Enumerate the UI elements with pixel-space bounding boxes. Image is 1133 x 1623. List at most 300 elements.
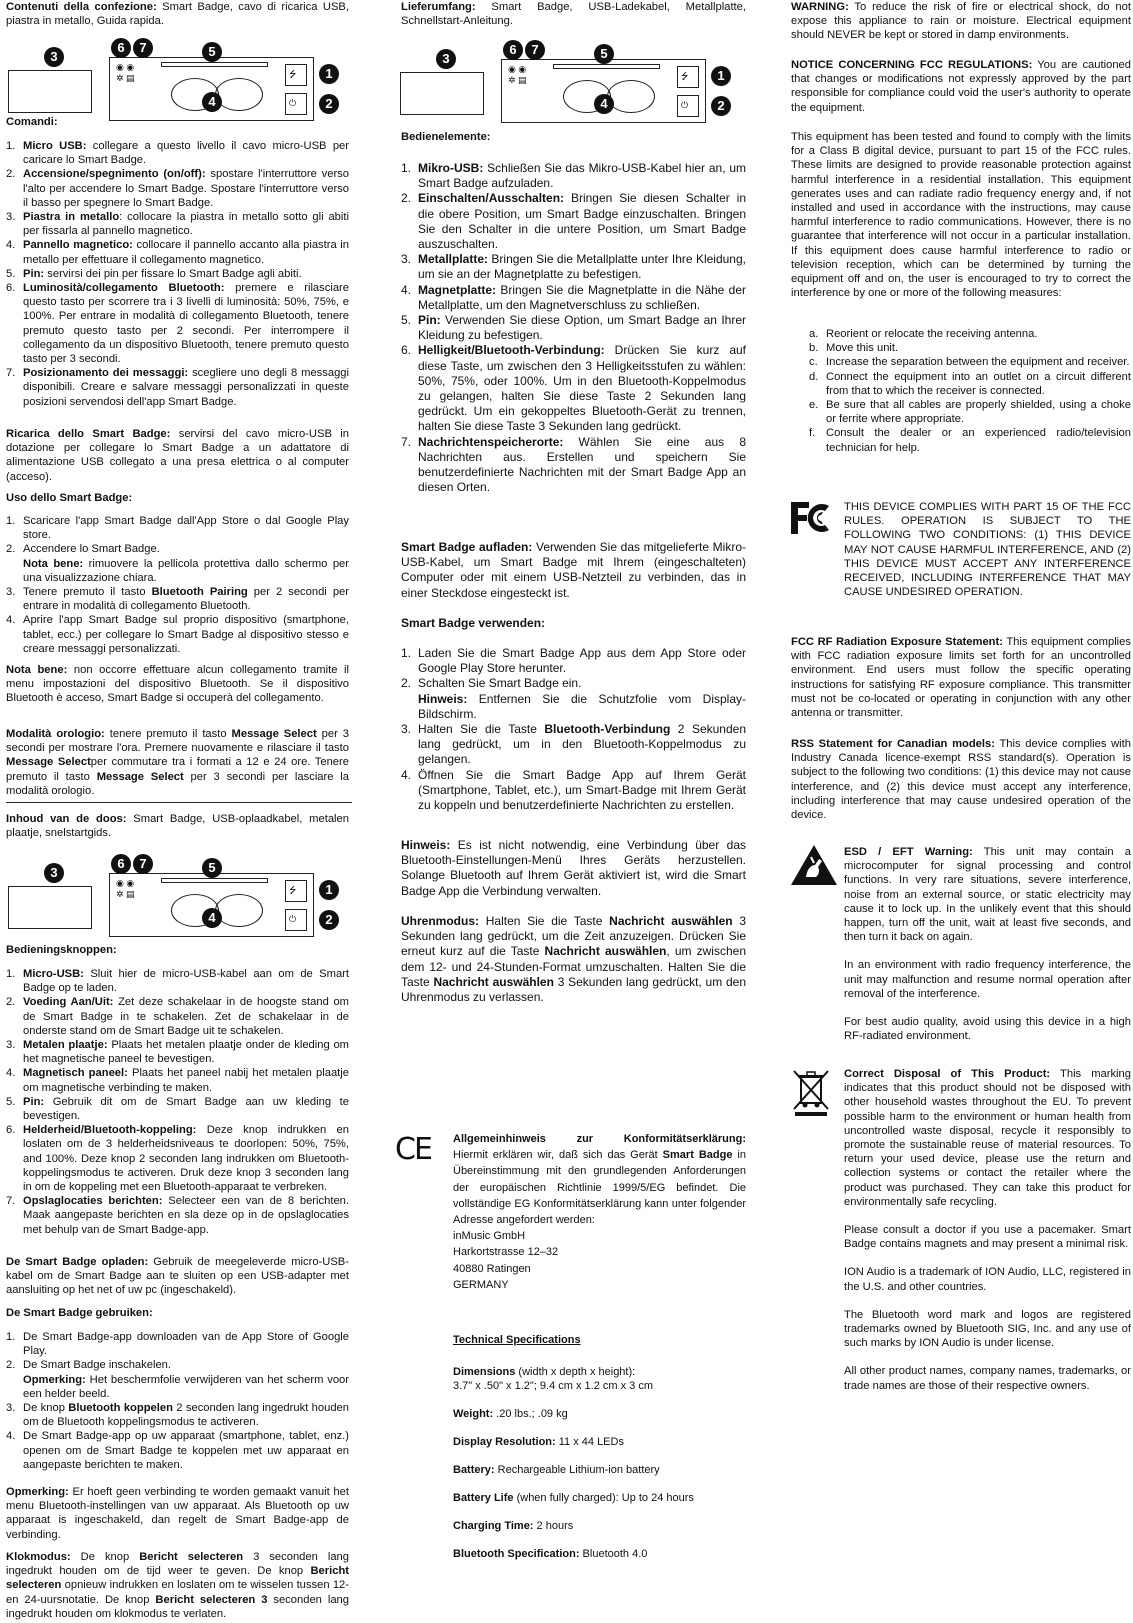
item-label: Micro-USB: — [23, 968, 84, 980]
item-text: spostare l'interruttore verso l'alto per accendere lo Smart Badge. Spostare l'interruttore verso il basso per spegnere lo Smart Badge. — [23, 168, 349, 209]
item-label: Metallplatte: — [418, 252, 489, 267]
clock-text: 3 seconden lang ingedrukt houden om de tijd weer te geven. De knop — [6, 1551, 349, 1578]
spec-label: Weight: — [453, 1408, 494, 1420]
pin — [161, 878, 268, 883]
usb-icon: ⭍ — [289, 885, 297, 895]
it-note-label: Nota bene: — [6, 664, 68, 676]
item-text: Halten Sie die Taste — [418, 722, 545, 737]
spec-value: Rechargeable Lithium-ion battery — [494, 1464, 660, 1476]
item-text: Deze knop indrukken en loslaten om de 3 helderheidsniveaus te doorlopen: 50%, 75%, and 100%. Deze knop 2 seconden lang indrukken om Bluetooth-koppelingsmodus te activeren. Druk deze knop 3 seconden lang in om de koppeling met een Bluetooth-apparaat te verbreken. — [23, 1124, 349, 1194]
de-control-item — [401, 435, 746, 496]
callout-7: 7 — [133, 854, 153, 874]
list-number: 2. — [401, 191, 412, 206]
de-use-item — [401, 646, 746, 676]
spec-item — [453, 1547, 746, 1561]
nl-note-text: Er hoeft geen verbinding te worden gemaakt vanuit het menu Bluetooth-instellingen van uw apparaat. Als Bluetooth op uw apparaat is ingeschakeld, dan regelt de Smart Badge-app de verbinding. — [6, 1486, 349, 1541]
it-control-item — [6, 366, 349, 409]
item-label: Pin: — [418, 313, 441, 328]
item-text: Schalten Sie Smart Badge ein. — [418, 676, 582, 691]
clock-text: per 3 secondi per lasciare la modalità orologio. — [6, 770, 349, 797]
clock-bold: Message Select — [6, 756, 91, 769]
ce-address-line: GERMANY — [453, 1278, 509, 1291]
metal-plate — [8, 886, 92, 929]
spec-value: Up to 24 hours — [618, 1492, 694, 1504]
item-text: Accendere lo Smart Badge. — [23, 543, 160, 556]
measure-item — [809, 327, 1131, 341]
clock-bold: Bericht selecteren — [6, 1565, 349, 1592]
item-label: Magnetisch paneel: — [23, 1067, 128, 1080]
spec-value: .20 lbs.; .09 kg — [493, 1408, 568, 1420]
nl-use-list — [6, 1330, 349, 1472]
item-text: Connect the equipment into an outlet on a circuit different from that to which the receiver is connected. — [826, 370, 1131, 397]
item-note-label: Opmerking: — [23, 1373, 86, 1386]
spec-item — [453, 1365, 746, 1393]
brightness-button-icon: ◉ ◉ — [116, 878, 135, 888]
it-charge — [6, 427, 349, 484]
callout-1: 1 — [319, 64, 339, 84]
ce-mark-icon: CE — [395, 1132, 431, 1167]
clock-bold: Bericht selecteren 3 — [155, 1593, 268, 1606]
list-number: 3. — [6, 211, 16, 224]
list-number: 2. — [401, 676, 412, 691]
list-number: 6. — [6, 282, 16, 295]
measure-item — [809, 426, 1131, 454]
list-number: 5. — [6, 267, 16, 280]
list-number: 1. — [6, 968, 16, 980]
item-text: : collocare la piastra in metallo sotto gli abiti per fissarla al pannello magnetico. — [23, 211, 349, 238]
item-label: Mikro-USB: — [418, 161, 484, 175]
list-letter: c. — [809, 356, 818, 369]
rf-statement — [791, 635, 1131, 720]
item-text: Öffnen Sie die Smart Badge App auf Ihrem Gerät (Smartphone, Tablet, etc.), um Smart-Badge mit Ihrem Gerät zu koppeln und benutzerdefinierte Nachrichten zu erstellen. — [418, 767, 746, 813]
it-control-item — [6, 281, 349, 366]
en-fcc-notice — [791, 58, 1131, 115]
item-label: Nachrichtenspeicherorte: — [418, 434, 564, 449]
list-number: 3. — [6, 586, 16, 599]
list-letter: d. — [809, 370, 819, 383]
metal-plate — [400, 72, 484, 115]
ce-title: Allgemeinhinweis zur Konformitätserklärung: — [453, 1133, 746, 1145]
item-text: premere e rilasciare questo tasto per scorrere tra i 3 livelli di luminosità: 50%, 75%, e 100%. Per entrare in modalità di collegamento Bluetooth, tenere premuto questo tasto per 2 secondi. Per interrompere il collegamento da un dispositivo Bluetooth, tenere premuto questo tasto per 3 secondi. — [23, 282, 350, 366]
message-button-icon: ✲ ▤ — [116, 73, 135, 83]
pacemaker-note: Please consult a doctor if you use a pacemaker. Smart Badge contains magnets and may present a minimal risk. — [844, 1224, 1131, 1251]
item-label: Helligkeit/Bluetooth-Verbindung: — [418, 343, 605, 358]
spec-value: Bluetooth 4.0 — [579, 1548, 648, 1560]
esd-text: This unit may contain a microcomputer for signal processing and control functions. In very rare situations, severe interference, noise from an external source, or static electricity may cause it to lock up. In the unlikely event that this should happen, turn off the unit, wait at least five seconds, and then turn it back on again. — [844, 846, 1131, 944]
clock-text: tenere premuto il tasto — [104, 728, 232, 740]
it-contents-label: Contenuti della confezione: — [6, 1, 157, 13]
callout-3: 3 — [44, 863, 64, 883]
nl-contents-text: Smart Badge, USB-oplaadkabel, metalen plaatje, snelstartgids. — [6, 813, 349, 840]
de-control-item — [401, 191, 746, 252]
power-icon: ⏻ — [289, 914, 297, 924]
list-number: 6. — [401, 343, 412, 358]
item-note-label: Nota bene: — [23, 557, 84, 570]
it-use-list — [6, 514, 349, 656]
item-label: Pin: — [23, 267, 45, 280]
de-control-item — [401, 252, 746, 282]
callout-2: 2 — [711, 96, 731, 116]
nl-contents-label: Inhoud van de doos: — [6, 813, 127, 825]
fcc-notice-text: You are cautioned that changes or modifications not expressly approved by the part responsible for compliance could void the user's authority to operate the equipment. — [791, 59, 1131, 114]
list-number: 4. — [6, 1430, 16, 1443]
list-number: 2. — [6, 168, 16, 181]
callout-6: 6 — [111, 854, 131, 874]
nl-use-item — [6, 1429, 349, 1472]
item-label: Pin: — [23, 1095, 45, 1108]
list-letter: b. — [809, 342, 819, 355]
item-text: Be sure that all cables are properly shielded, using a choke or ferrite where appropriate. — [826, 399, 1131, 426]
de-contents-text: Smart Badge, USB-Ladekabel, Metallplatte, Schnellstart-Anleitung. — [401, 1, 746, 28]
item-text: Laden Sie die Smart Badge App aus dem App Store oder Google Play Store herunter. — [418, 646, 746, 676]
de-use-item — [401, 676, 746, 722]
ce-address-line: Harkortstrasse 12–32 — [453, 1246, 559, 1259]
nl-note — [6, 1485, 349, 1542]
item-label: Luminosità/collegamento Bluetooth: — [23, 282, 225, 295]
clock-text: 3 Sekunden lang gedrückt, um den Uhrenmodus zu verlassen. — [401, 974, 746, 1005]
de-contents-label: Lieferumfang: — [401, 1, 476, 13]
list-number: 1. — [6, 515, 16, 527]
list-number: 1. — [401, 161, 412, 175]
it-control-item — [6, 267, 349, 281]
it-contents — [6, 0, 349, 28]
callout-5: 5 — [202, 42, 222, 62]
list-number: 4. — [6, 1067, 16, 1080]
magnet-right — [215, 894, 263, 927]
brightness-button-icon: ◉ ◉ — [116, 62, 135, 72]
de-clock — [401, 914, 746, 1005]
nl-use-item — [6, 1401, 349, 1429]
measure-item — [809, 355, 1131, 369]
magnet-right — [215, 78, 263, 111]
item-label: Magnetplatte: — [418, 282, 496, 297]
it-note-text: non occorre effettuare alcun collegamento tramite il menu impostazioni del dispositivo Bluetooth. Se il dispositivo Bluetooth è acceso, Smart Badge si occuperà del collegamento. — [6, 664, 350, 705]
it-use-item — [6, 514, 349, 542]
item-text: Bringen Sie die Magnetplatte in die Nähe der Metallplatte, um den Magnetverschluss zu schließen. — [418, 282, 746, 312]
clock-text: per commutare tra i formati a 12 e 24 ore. Tenere premuto il tasto — [6, 756, 349, 783]
callout-1: 1 — [319, 880, 339, 900]
it-clock — [6, 727, 349, 798]
clock-bold: Nachricht auswählen — [433, 974, 554, 989]
ce-address-line: 40880 Ratingen — [453, 1262, 531, 1275]
it-controls-title: Comandi: — [6, 116, 58, 128]
spec-note: (width x depth x height): — [515, 1366, 636, 1378]
callout-3: 3 — [436, 49, 456, 69]
nl-control-item — [6, 995, 349, 1038]
it-note — [6, 663, 349, 706]
item-text: servirsi dei pin per fissare lo Smart Badge agli abiti. — [44, 267, 302, 280]
spec-value: 3.7" x .50" x 1.2"; 9.4 cm x 1.2 cm x 3 cm — [453, 1380, 654, 1392]
item-text: Drücken Sie kurz auf diese Taste, um zwischen den 3 Helligkeitsstufen zu wählen: 50%, 75%, oder 100%. Um in den Bluetooth-Koppelmodus zu gelangen, halten Sie diese Taste 2 Sekunden lang gedrückt. Um ein gekoppeltes Bluetooth-Gerät zu trennen, halten Sie diese Taste 3 Sekunden lang gedrückt. — [418, 343, 746, 434]
en-warning — [791, 0, 1131, 43]
de-control-item — [401, 161, 746, 191]
spec-item — [453, 1463, 746, 1477]
power-icon: ⏻ — [289, 98, 297, 108]
nl-use-item — [6, 1330, 349, 1358]
item-text: Bringen Sie die Metallplatte unter Ihre Kleidung, um sie an der Magnetplatte zu befestigen. — [418, 252, 746, 282]
item-label: Einschalten/Ausschalten: — [418, 191, 565, 206]
item-note: Entfernen Sie die Schutzfolie vom Display-Bildschirm. — [418, 691, 746, 721]
fcc-logo-icon — [789, 500, 833, 536]
it-charge-text: servirsi del cavo micro-USB in dotazione per collegare lo Smart Badge a un adattatore di alimentazione USB collegato a una presa elettrica o al computer (acceso). — [6, 428, 349, 483]
de-charge-label: Smart Badge aufladen: — [401, 540, 533, 554]
callout-7: 7 — [525, 40, 545, 60]
item-text: Selecteer een van de 8 berichten. Maak aangepaste berichten en sla deze op in de opslaglocaties met behulp van de Smart Badge-app. — [23, 1195, 349, 1236]
clock-bold: Message Select — [231, 728, 317, 740]
nl-use-item — [6, 1358, 349, 1401]
item-text: De Smart Badge-app op uw apparaat (smartphone, tablet, enz.) openen om de Smart Badge te koppelen met uw apparaat en aangepaste berichten te maken. — [23, 1430, 349, 1471]
list-number: 7. — [401, 434, 412, 449]
item-note: rimuovere la pellicola protettiva dallo schermo per una visualizzazione chiara. — [23, 557, 349, 584]
spec-item — [453, 1435, 746, 1449]
magnet-right — [607, 80, 655, 113]
it-use-item — [6, 585, 349, 613]
list-number: 7. — [6, 1195, 16, 1208]
it-control-item — [6, 238, 349, 266]
de-use-title: Smart Badge verwenden: — [401, 616, 546, 630]
de-note — [401, 838, 746, 899]
rss-text: This device complies with Industry Canada licence-exempt RSS standard(s). Operation is subject to the following two conditions: (1) this device may not cause interference, and (2) this device must accept any interference, including interference that may cause undesired operation of the device. — [791, 738, 1131, 822]
esd-warning-icon — [789, 843, 839, 887]
fcc-text: This equipment has been tested and found to comply with the limits for a Class B digital device, pursuant to part 15 of the FCC rules. These limits are designed to provide reasonable protection against harmful interference in a residential installation. This equipment generates uses and can radiate radio frequency energy and, if not installed and used in accordance with the instructions, may cause harmful interference to radio communications. However, there is no guarantee that interference will not occur in a particular installation. If this equipment does cause harmful interference to radio or television reception, which can be determined by turning the equipment off and on, the user is encouraged to try to correct the interference by one or more of the following measures: — [791, 131, 1131, 300]
warning-text: To reduce the risk of fire or electrical shock, do not expose this appliance to rain or moisture. Electrical equipment should NEVER be kept or stored in damp environments. — [791, 1, 1131, 42]
de-control-item — [401, 313, 746, 343]
brightness-button-icon: ◉ ◉ — [508, 64, 527, 74]
list-number: 4. — [401, 767, 412, 782]
list-number: 6. — [6, 1124, 16, 1137]
item-label: Accensione/spegnimento (on/off): — [23, 168, 206, 181]
list-number: 1. — [6, 1331, 16, 1343]
item-text: Gebruik dit om de Smart Badge aan uw kleding te bevestigen. — [23, 1095, 349, 1123]
it-clock-label: Modalità orologio: — [6, 728, 105, 740]
callout-1: 1 — [711, 66, 731, 86]
fcc-notice-label: NOTICE CONCERNING FCC REGULATIONS: — [791, 59, 1033, 71]
clock-text: Halten Sie die Taste — [479, 914, 610, 928]
callout-4: 4 — [594, 94, 614, 114]
list-number: 1. — [401, 646, 412, 660]
nl-control-item — [6, 1066, 349, 1094]
item-text: Reorient or relocate the receiving antenna. — [826, 328, 1038, 340]
item-text: Bringen Sie diesen Schalter in die obere Position, um Smart Badge einzuschalten. Bringen Sie den Schalter in die untere Position, um Smart Badge auszuschalten. — [418, 191, 746, 252]
list-number: 3. — [401, 722, 412, 737]
callout-2: 2 — [319, 910, 339, 930]
item-bold: Bluetooth koppelen — [68, 1402, 173, 1415]
spec-item — [453, 1519, 746, 1533]
trademark-ion: ION Audio is a trademark of ION Audio, LLC, registered in the U.S. and other countries. — [844, 1266, 1131, 1293]
divider — [6, 802, 352, 803]
list-number: 5. — [401, 313, 412, 328]
callout-2: 2 — [319, 94, 339, 114]
item-text: per 2 secondi per entrare in modalità di collegamento Bluetooth. — [23, 586, 349, 613]
callout-4: 4 — [202, 92, 222, 112]
nl-charge — [6, 1255, 349, 1298]
callout-4: 4 — [202, 908, 222, 928]
tech-specs — [453, 1333, 746, 1575]
disposal-label: Correct Disposal of This Product: — [844, 1068, 1051, 1080]
de-contents — [401, 0, 746, 28]
de-use-item — [401, 768, 746, 814]
clock-text: per 3 secondi per mostrare l'ora. Premere nuovamente e rilasciare il tasto — [6, 728, 350, 755]
de-use-item — [401, 722, 746, 768]
clock-bold: Message Select — [96, 770, 184, 783]
nl-control-item — [6, 1123, 349, 1194]
item-bold: Bluetooth-Verbindung — [544, 722, 671, 737]
de-controls-list — [401, 161, 746, 495]
message-button-icon: ✲ ▤ — [116, 889, 135, 899]
item-text: De Smart Badge inschakelen. — [23, 1359, 172, 1372]
de-charge-text: Verwenden Sie das mitgelieferte Mikro-USB-Kabel, um Smart Badge mit Ihrem (eingeschalteten) Computer oder mit einem USB-Netzteil zu verbinden, das in einer Steckdose eingesteckt ist. — [401, 540, 746, 600]
item-text: Schließen Sie das Mikro-USB-Kabel hier an, um Smart Badge aufzuladen. — [418, 161, 746, 191]
item-label: Micro USB: — [23, 140, 87, 152]
de-note-label: Hinweis: — [401, 838, 451, 852]
callout-3: 3 — [44, 47, 64, 67]
nl-charge-text: Gebruik de meegeleverde micro-USB-kabel om de Smart Badge aan te sluiten op een USB-adapter met aansluiting op het net of uw pc (ingeschakeld). — [6, 1256, 349, 1297]
nl-controls-title: Bedieningsknoppen: — [6, 944, 117, 956]
de-note-text: Es ist nicht notwendig, eine Verbindung über das Bluetooth-Einstellungen-Menü Ihres Geräts herzustellen. Solange Bluetooth auf Ihrem Gerät aktiviert ist, wird die Smart Badge App die Verbindung verwalten. — [401, 838, 746, 898]
list-number: 1. — [6, 140, 16, 152]
rf-label: FCC RF Radiation Exposure Statement: — [791, 636, 1003, 648]
list-number: 3. — [401, 252, 412, 267]
spec-note: (when fully charged): — [513, 1492, 619, 1504]
item-text: Scaricare l'app Smart Badge dall'App Store o dal Google Play store. — [23, 515, 349, 542]
ce-text: Hiermit erklären wir, daß sich das Gerät — [453, 1149, 663, 1162]
spec-value: 11 x 44 LEDs — [555, 1436, 624, 1448]
item-text: Plaats het paneel nabij het metalen plaatje om magnetische verbinding te maken. — [23, 1067, 349, 1094]
it-use-item — [6, 613, 349, 656]
item-text: Sluit hier de micro-USB-kabel aan om de Smart Badge op te laden. — [23, 968, 349, 995]
list-number: 2. — [6, 996, 16, 1009]
disposal-block — [844, 1067, 1131, 1393]
callout-6: 6 — [503, 40, 523, 60]
metal-plate — [8, 70, 92, 113]
rss-statement — [791, 737, 1131, 822]
rf-text: This equipment complies with FCC radiation exposure limits set forth for an uncontrolled environment. End users must follow the specific operating instructions for satisfying RF exposure compliance. This transmitter must not be co-located or operating in conjunction with any other antenna or transmitter. — [791, 636, 1131, 720]
fcc-compliance-statement: THIS DEVICE COMPLIES WITH PART 15 OF THE FCC RULES. OPERATION IS SUBJECT TO THE FOLLOWING TWO CONDITIONS: (1) THIS DEVICE MAY NOT CAUSE HARMFUL INTERFERENCE, AND (2) THIS DEVICE MUST ACCEPT ANY INTERFERENCE RECEIVED, INCLUDING INTERFERENCE THAT MAY CAUSE UNDESIRED OPERATION. — [844, 501, 1131, 599]
clock-text: seconden lang ingedrukt houden om klokmodus te verlaten. — [6, 1593, 349, 1620]
pin — [553, 64, 660, 69]
disposal-text: This marking indicates that this product should not be disposed with other household wastes throughout the EU. To prevent possible harm to the environment or human health from uncontrolled waste disposal, recycle it responsibly to promote the sustainable reuse of material resources. To return your used device, please use the return and collection systems or contact the retailer where the product was purchased. They can take this product for environmentally safe recycling. — [844, 1068, 1131, 1208]
spec-item — [453, 1491, 746, 1505]
ce-product: Smart Badge — [662, 1149, 733, 1162]
nl-clock — [6, 1550, 349, 1621]
nl-control-item — [6, 1095, 349, 1123]
nl-use-title: De Smart Badge gebruiken: — [6, 1307, 153, 1319]
measure-item — [809, 370, 1131, 398]
list-letter: a. — [809, 328, 819, 340]
spec-label: Dimensions — [453, 1366, 516, 1378]
item-text: collegare a questo livello il cavo micro-USB per caricare lo Smart Badge. — [23, 140, 350, 167]
it-contents-text: Smart Badge, cavo di ricarica USB, piastra in metallo, Guida rapida. — [6, 1, 349, 28]
item-text: 2 Sekunden lang gedrückt, um in den Bluetooth-Koppelmodus zu gelangen. — [418, 722, 746, 767]
it-control-item — [6, 210, 349, 238]
de-clock-label: Uhrenmodus: — [401, 914, 479, 928]
nl-badge-diagram — [6, 852, 352, 932]
list-number: 2. — [6, 1359, 16, 1372]
esd-label: ESD / EFT Warning: — [844, 846, 973, 858]
item-note-label: Hinweis: — [418, 691, 468, 706]
clock-text: , um zwischen dem 12- und 24-Stunden-Format umzuschalten. Halten Sie die Taste — [401, 944, 746, 989]
item-text: Verwenden Sie diese Option, um Smart Badge an Ihrer Kleidung zu befestigen. — [418, 313, 746, 343]
nl-controls-list — [6, 967, 349, 1237]
list-number: 7. — [6, 367, 16, 380]
clock-bold: Nachricht auswählen — [609, 914, 733, 928]
list-letter: e. — [809, 399, 819, 412]
power-icon: ⏻ — [681, 100, 689, 110]
item-text: scegliere uno degli 8 messaggi disponibili. Creare e salvare messaggi personalizzati in queste posizioni servendosi dell'app Smart Badge. — [23, 367, 350, 408]
esd-text-2: In an environment with radio frequency interference, the unit may malfunction and resume normal operation after removal of the interference. — [844, 959, 1131, 1000]
item-text: 2 seconden lang ingedrukt houden om de Bluetooth koppelingsmodus te activeren. — [23, 1402, 349, 1429]
callout-7: 7 — [133, 38, 153, 58]
spec-label: Bluetooth Specification: — [453, 1548, 580, 1560]
item-label: Metalen plaatje: — [23, 1039, 108, 1052]
weee-bin-icon — [791, 1067, 831, 1117]
trademark-other: All other product names, company names, trademarks, or trade names are those of their respective owners. — [844, 1365, 1131, 1392]
it-use-title: Uso dello Smart Badge: — [6, 492, 133, 504]
item-label: Opslaglocaties berichten: — [23, 1195, 163, 1208]
ce-declaration — [453, 1131, 746, 1293]
spec-label: Battery: — [453, 1464, 495, 1476]
item-text: Increase the separation between the equipment and receiver. — [826, 356, 1130, 369]
de-control-item — [401, 283, 746, 313]
it-controls-list — [6, 139, 349, 409]
callout-5: 5 — [594, 44, 614, 64]
item-note: Het beschermfolie verwijderen van het scherm voor een helder beeld. — [23, 1373, 349, 1400]
clock-text: opnieuw indrukken en loslaten om te wisselen tussen 12- en 24-uursnotatie. De knop — [6, 1579, 349, 1606]
de-control-item — [401, 343, 746, 434]
esd-block — [844, 845, 1131, 1043]
item-text: De knop — [23, 1402, 69, 1415]
esd-text-3: For best audio quality, avoid using this device in a high RF-radiated environment. — [844, 1016, 1131, 1043]
clock-bold: Nachricht auswählen — [544, 944, 667, 959]
nl-note-label: Opmerking: — [6, 1486, 69, 1498]
item-text: Wählen Sie eine aus 8 Nachrichten aus. Erstellen und speichern Sie benutzerdefinierte Nachrichten mit der Smart Badge App an diesen Orten. — [418, 434, 746, 495]
item-text: Zet deze schakelaar in de hoogste stand om de Smart Badge in te schakelen. Zet de schakelaar in de onderste stand om de Smart Badge uit te schakelen. — [23, 996, 350, 1037]
usb-icon: ⭍ — [289, 69, 297, 79]
item-text: Aprire l'app Smart Badge sul proprio dispositivo (smartphone, tablet, ecc.) per collegare lo Smart Badge al dispositivo stesso e creare messaggi personalizzati. — [23, 614, 349, 655]
de-charge — [401, 540, 746, 601]
item-label: Posizionamento dei messaggi: — [23, 367, 189, 380]
spec-value: 2 hours — [533, 1520, 574, 1532]
item-text: Plaats het metalen plaatje onder de kleding om het magnetische paneel te bevestigen. — [23, 1039, 349, 1066]
spec-label: Display Resolution: — [453, 1436, 556, 1448]
callout-5: 5 — [202, 858, 222, 878]
list-number: 4. — [6, 614, 16, 627]
item-text: De Smart Badge-app downloaden van de App Store of Google Play. — [23, 1331, 349, 1358]
item-label: Voeding Aan/Uit: — [23, 996, 114, 1009]
ce-address-line: inMusic GmbH — [453, 1230, 526, 1243]
item-text: Tenere premuto il tasto — [23, 586, 152, 599]
list-number: 5. — [6, 1095, 16, 1108]
it-charge-label: Ricarica dello Smart Badge: — [6, 428, 171, 440]
ce-text: in Übereinstimmung mit den grundlegenden Anforderungen der europäischen Richtlinie 1999/5/EG befindet. Die vollständige EG Konformitätserklärung kann unter folgender Adresse angefordert werden: — [453, 1149, 746, 1227]
list-number: 4. — [401, 282, 412, 297]
list-number: 4. — [6, 239, 16, 252]
clock-text: De knop — [70, 1551, 140, 1563]
item-label: Helderheid/Bluetooth-koppeling: — [23, 1124, 197, 1137]
item-bold: Bluetooth Pairing — [151, 586, 248, 599]
fcc-measures — [791, 327, 1131, 455]
nl-control-item — [6, 1038, 349, 1066]
callout-6: 6 — [111, 38, 131, 58]
item-text: collocare il pannello accanto alla piastra in metallo per effettuare il collegamento magnetico. — [23, 239, 349, 266]
it-control-item — [6, 139, 349, 167]
list-letter: f. — [809, 427, 816, 440]
clock-text: 3 Sekunden lang gedrückt, um die Zeit anzuzeigen. Drücken Sie erneut kurz auf die Taste — [401, 914, 746, 959]
nl-contents — [6, 812, 349, 840]
it-use-item — [6, 542, 349, 585]
list-number: 3. — [6, 1402, 16, 1415]
de-controls-title: Bedienelemente: — [401, 131, 491, 143]
